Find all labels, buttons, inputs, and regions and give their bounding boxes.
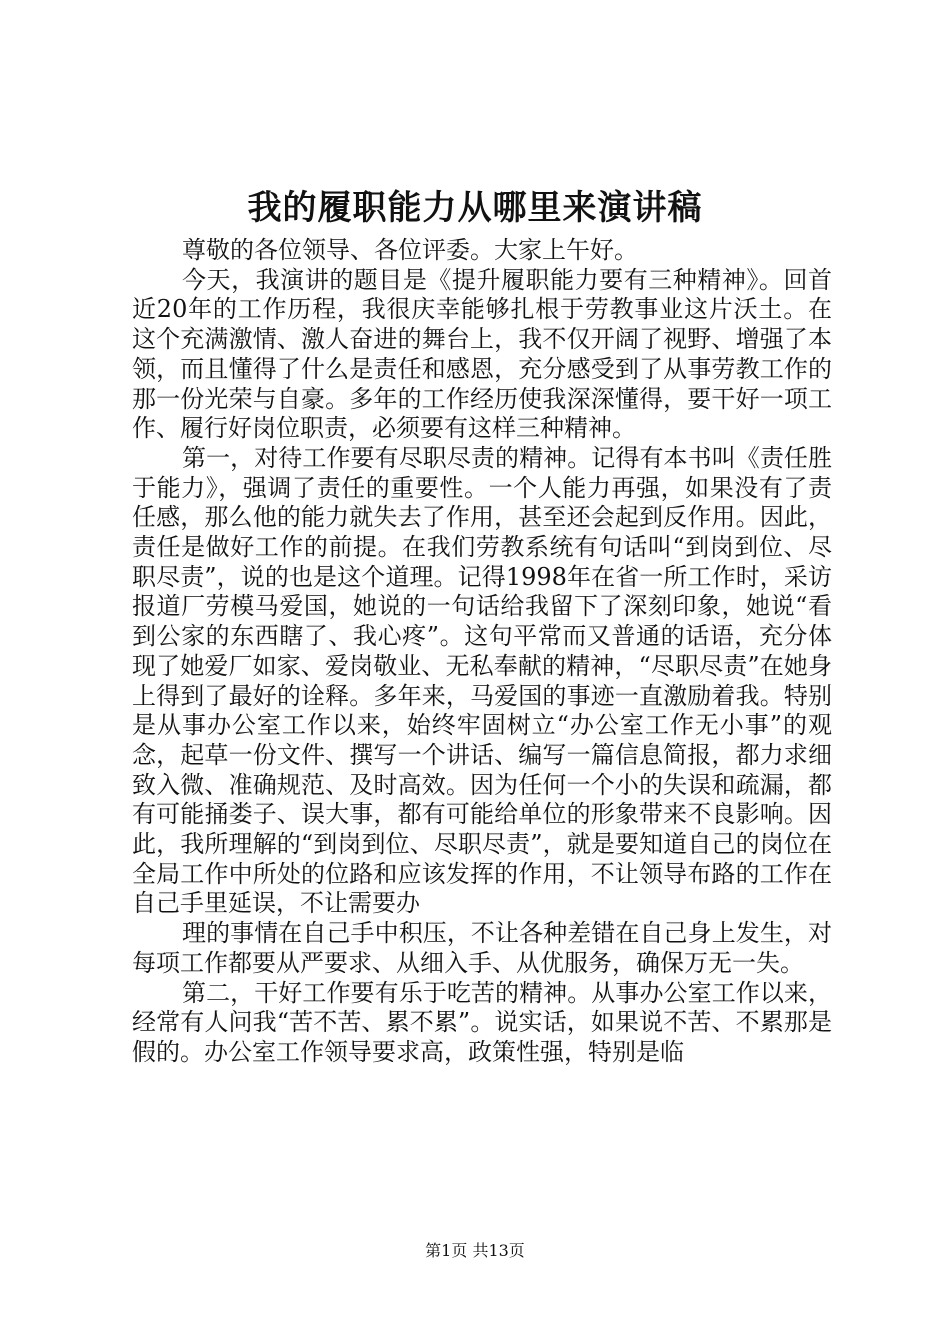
paragraph-second-point: 第二，干好工作要有乐于吃苦的精神。从事办公室工作以来，经常有人问我“苦不苦、累不累”。说实话，如果说不苦、不累那是假的。办公室工作领导要求高，政策性强，特别是临: [132, 978, 832, 1066]
paragraph-greeting: 尊敬的各位领导、各位评委。大家上午好。: [182, 236, 638, 264]
document-title: 我的履职能力从哪里来演讲稿: [247, 188, 703, 228]
paragraph-first-point: 第一，对待工作要有尽职尽责的精神。记得有本书叫《责任胜于能力》，强调了责任的重要性。一个人能力再强，如果没有了责任感，那么他的能力就失去了作用，甚至还会起到反作用。因此，责任是做好工作的前提。在我们劳教系统有句话叫“到岗到位、尽职尽责”，说的也是这个道理。记得1998年在省一所工作时，采访报道厂劳模马爱国，她说的一句话给我留下了深刻印象，她说“看到公家的东西瞎了、我心疼”。这句平常而又普通的话语，充分体现了她爱厂如家、爱岗敬业、无私奉献的精神，“尽职尽责”在她身上得到了最好的诠释。多年来，马爱国的事迹一直激励着我。特别是从事办公室工作以来，始终牢固树立“办公室工作无小事”的观念，起草一份文件、撰写一个讲话、编写一篇信息简报，都力求细致入微、准确规范、及时高效。因为任何一个小的失误和疏漏，都有可能捅娄子、误大事，都有可能给单位的形象带来不良影响。因此，我所理解的“到岗到位、尽职尽责”，就是要知道自己的岗位在全局工作中所处的位路和应该发挥的作用，不让领导布路的工作在自己手里延误，不让需要办: [132, 443, 832, 918]
paragraph-introduction: 今天，我演讲的题目是《提升履职能力要有三种精神》。回首近20年的工作历程，我很庆幸能够扎根于劳教事业这片沃土。在这个充满激情、激人奋进的舞台上，我不仅开阔了视野、增强了本领，而且懂得了什么是责任和感恩，充分感受到了从事劳教工作的那一份光荣与自豪。多年的工作经历使我深深懂得，要干好一项工作、履行好岗位职责，必须要有这样三种精神。: [132, 265, 832, 443]
page-number-footer: 第1页 共13页: [425, 1241, 525, 1260]
document-body: [132, 236, 832, 1068]
paragraph-first-point-continued: 理的事情在自己手中积压，不让各种差错在自己身上发生，对每项工作都要从严要求、从细入手、从优服务，确保万无一失。: [132, 919, 832, 977]
